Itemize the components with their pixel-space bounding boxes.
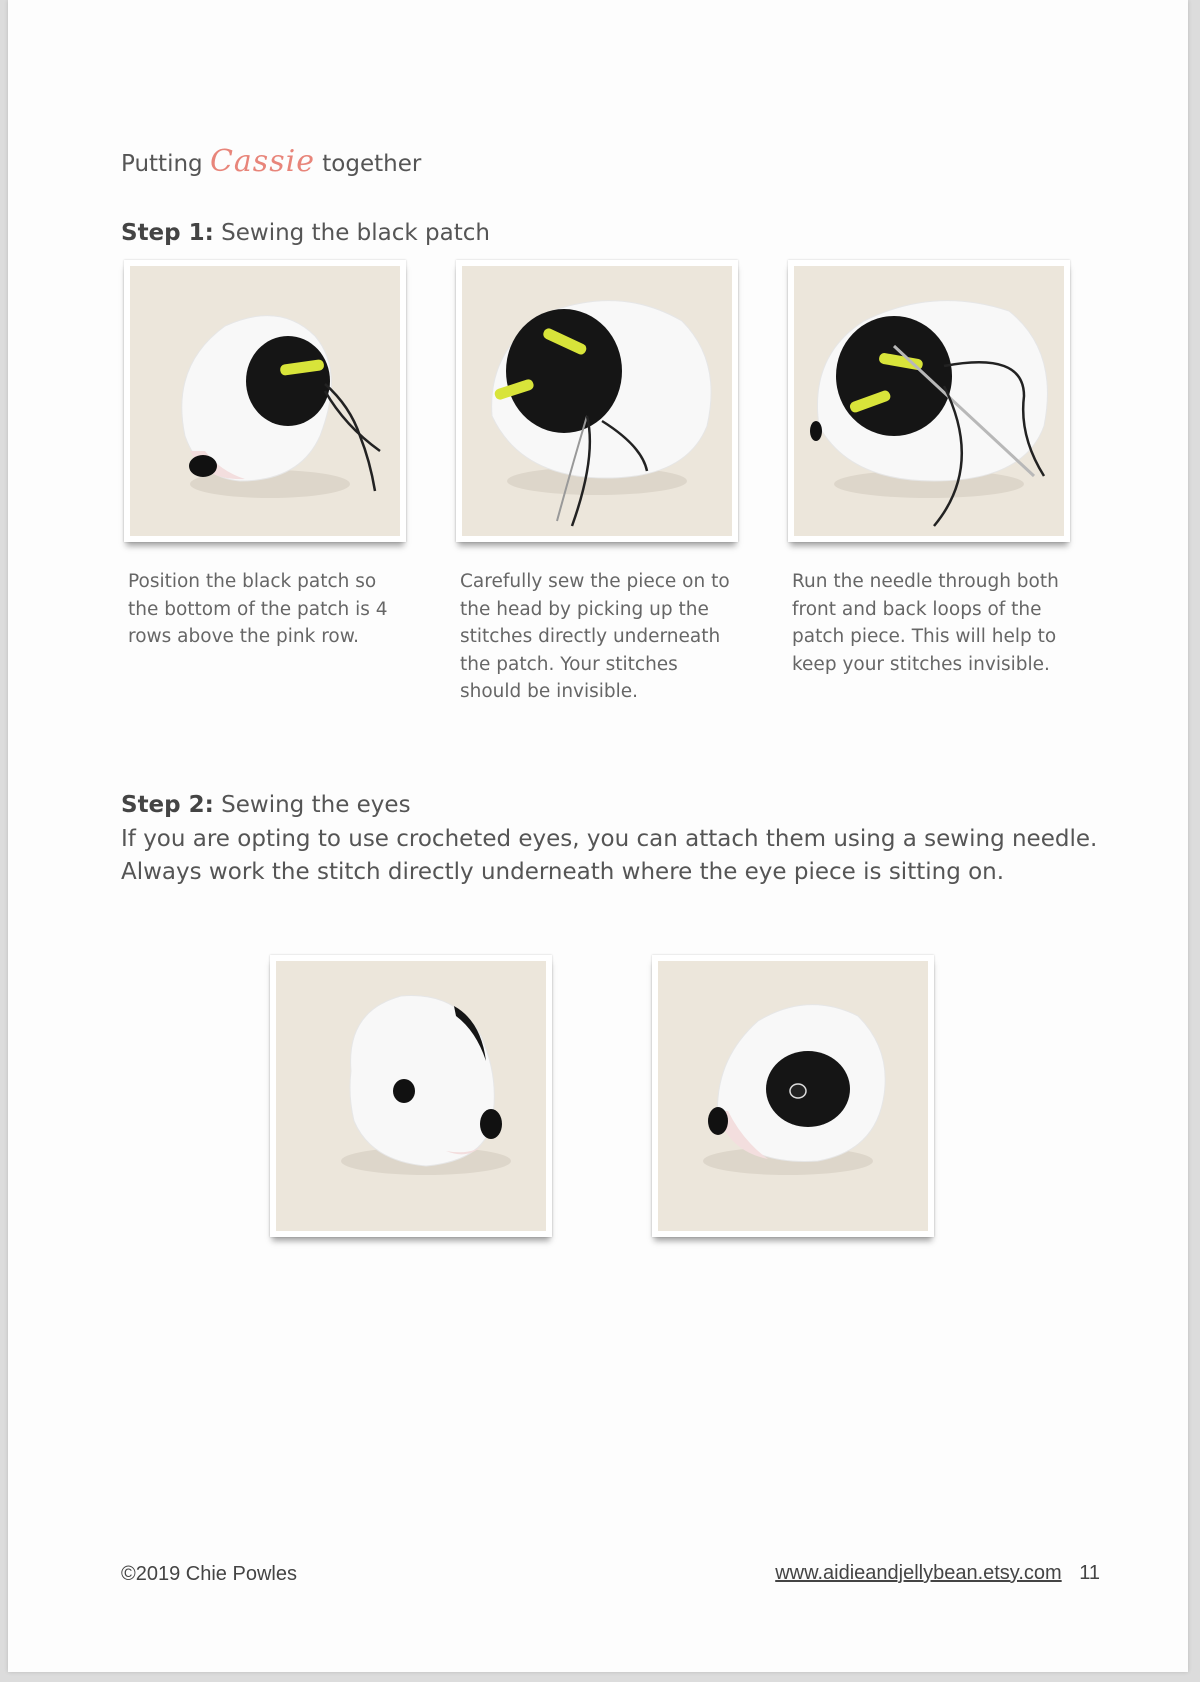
- title-suffix: together: [322, 151, 422, 177]
- step1-photo-1: [124, 260, 406, 542]
- document-page: [8, 0, 1188, 1672]
- step1-photo-2: [456, 260, 738, 542]
- website-link[interactable]: www.aidieandjellybean.etsy.com: [775, 1562, 1062, 1584]
- step2-label: Step 2:: [121, 792, 214, 818]
- title-prefix: Putting: [121, 151, 203, 177]
- step2-title: Sewing the eyes: [221, 792, 411, 818]
- step1-caption-3: Run the needle through both front and back loops of the patch piece. This will help to keep your stitches invisible.: [792, 571, 1059, 675]
- page-number: 11: [1079, 1562, 1100, 1584]
- step2-body: [121, 823, 1097, 889]
- crochet-head-photo: [130, 266, 400, 536]
- title-name: Cassie: [209, 144, 315, 179]
- crochet-head-photo: [462, 266, 732, 536]
- step2-photo-1: [270, 955, 552, 1237]
- footer-right: [775, 1562, 1100, 1585]
- step1-caption-1: Position the black patch so the bottom of the patch is 4 rows above the pink row.: [128, 571, 388, 647]
- page-title: [121, 144, 421, 179]
- step1-photo-3: [788, 260, 1070, 542]
- step2-body-line-1: If you are opting to use crocheted eyes, you can attach them using a sewing needle.: [121, 826, 1098, 852]
- crochet-head-photo: [794, 266, 1064, 536]
- crochet-head-photo: [276, 961, 546, 1231]
- copyright-text: ©2019 Chie Powles: [121, 1563, 297, 1585]
- step2-photo-2: [652, 955, 934, 1237]
- step1-label: Step 1:: [121, 220, 214, 246]
- step1-heading: [121, 220, 490, 246]
- crochet-head-photo: [658, 961, 928, 1231]
- step2-body-line-2: Always work the stitch directly underneath where the eye piece is sitting on.: [121, 859, 1005, 885]
- step2-heading: [121, 792, 411, 818]
- step1-caption-2: Carefully sew the piece on to the head by picking up the stitches directly underneath the patch. Your stitches should be invisible.: [460, 571, 730, 702]
- step1-title: Sewing the black patch: [221, 220, 490, 246]
